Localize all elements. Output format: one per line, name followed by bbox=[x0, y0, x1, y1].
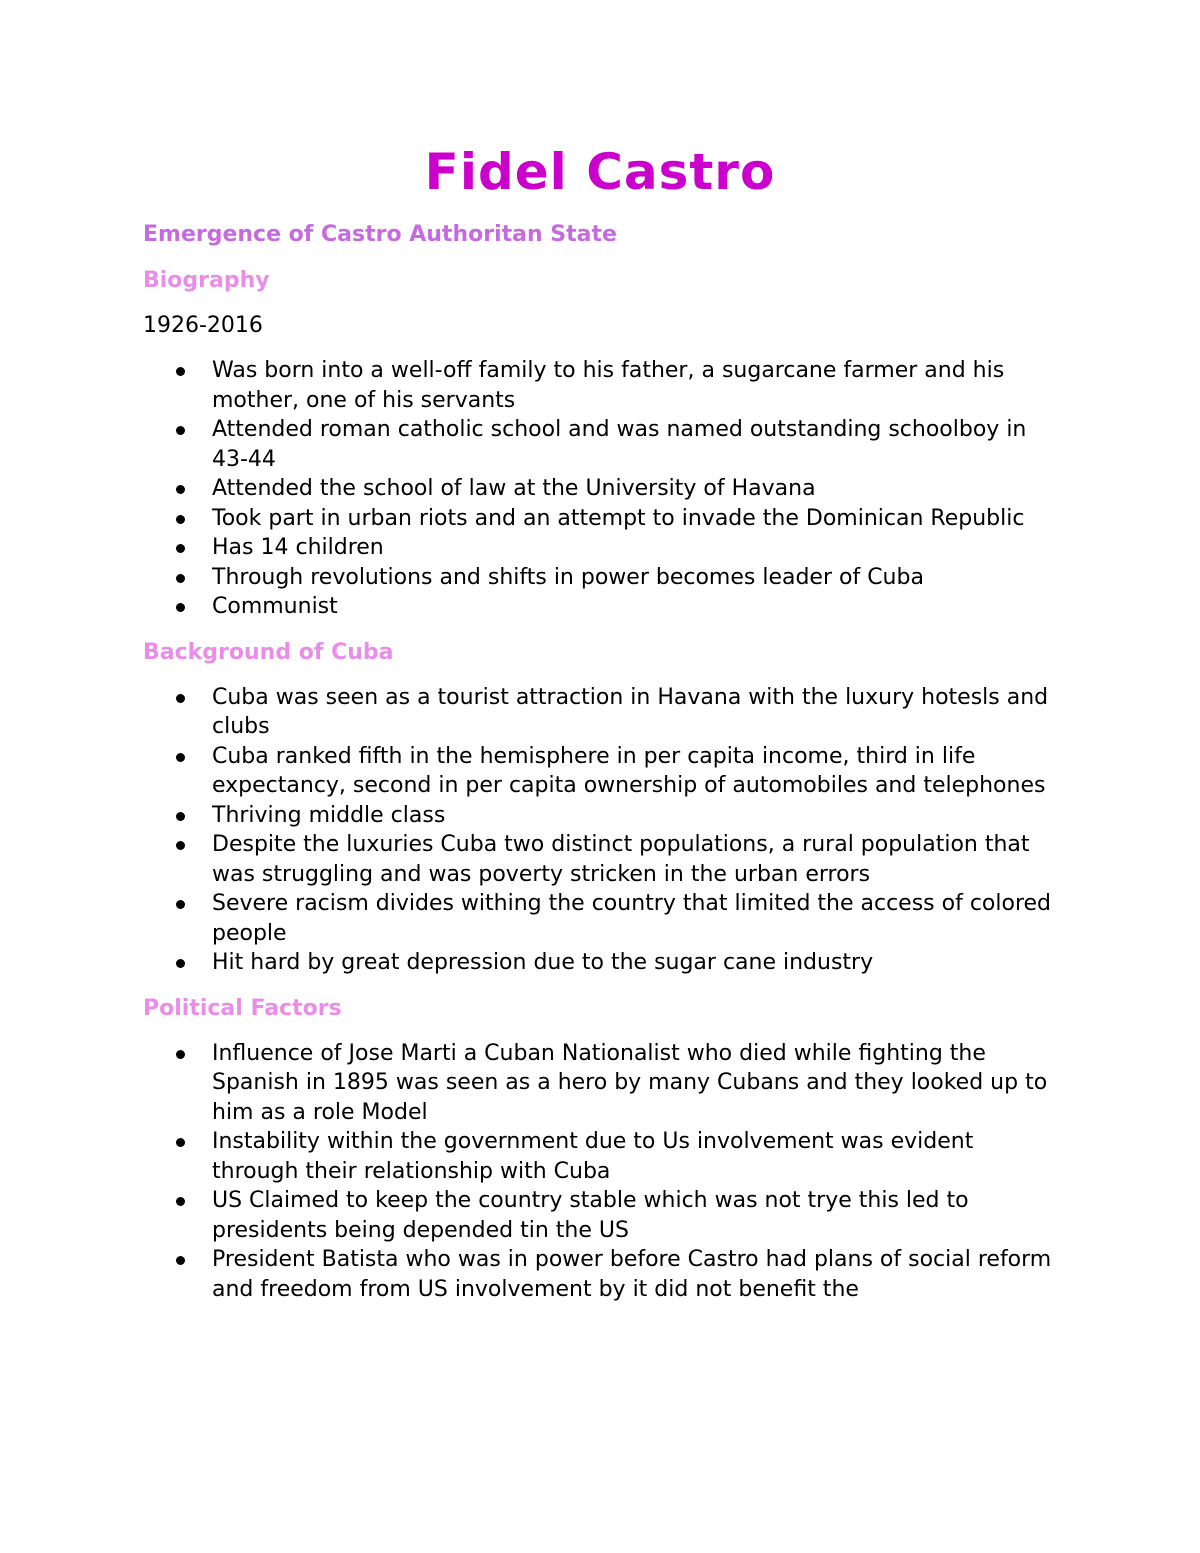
section-heading-political-factors: Political Factors bbox=[143, 995, 342, 1021]
list-item-text: Cuba ranked fifth in the hemisphere in per capita income, third in life expectancy, second in per capita ownership of automobiles and telephones bbox=[212, 743, 1046, 798]
list-item bbox=[143, 415, 1063, 474]
list-item bbox=[143, 504, 1063, 534]
political-factors-list bbox=[143, 1039, 1063, 1305]
document-title: Fidel Castro bbox=[424, 143, 776, 201]
background-list bbox=[143, 683, 1063, 978]
list-item-text: Attended the school of law at the University of Havana bbox=[212, 476, 816, 501]
bullet-icon bbox=[176, 900, 185, 909]
subtitle-heading: Emergence of Castro Authoritan State bbox=[143, 222, 617, 247]
bullet-icon bbox=[176, 1197, 185, 1206]
list-item-text: Has 14 children bbox=[212, 535, 384, 560]
list-item-text: US Claimed to keep the country stable which was not trye this led to presidents being depended tin the US bbox=[212, 1188, 969, 1243]
list-item bbox=[143, 533, 1063, 563]
list-item bbox=[143, 1186, 1063, 1245]
list-item-text: Took part in urban riots and an attempt to invade the Dominican Republic bbox=[212, 505, 1025, 531]
list-item bbox=[143, 474, 1063, 504]
list-item bbox=[143, 683, 1063, 742]
bullet-icon bbox=[176, 959, 185, 968]
list-item-text: Instability within the government due to Us involvement was evident through their relationship with Cuba bbox=[212, 1129, 974, 1184]
list-item-text: Through revolutions and shifts in power becomes leader of Cuba bbox=[212, 564, 924, 590]
bullet-icon bbox=[176, 603, 185, 612]
bullet-icon bbox=[176, 515, 185, 524]
list-item bbox=[143, 356, 1063, 415]
bullet-icon bbox=[176, 694, 185, 703]
bullet-icon bbox=[176, 544, 185, 553]
list-item bbox=[143, 592, 1063, 622]
list-item bbox=[143, 948, 1063, 978]
document-body bbox=[143, 220, 1063, 1304]
list-item bbox=[143, 563, 1063, 593]
biography-list bbox=[143, 356, 1063, 622]
list-item-text: Was born into a well-off family to his father, a sugarcane farmer and his mother, one of his servants bbox=[212, 358, 1005, 413]
list-item-text: Influence of Jose Marti a Cuban Nationalist who died while fighting the Spanish in 1895 was seen as a hero by many Cubans and they looked up to him as a role Model bbox=[212, 1040, 1048, 1125]
list-item bbox=[143, 1127, 1063, 1186]
list-item-text: Communist bbox=[212, 594, 338, 619]
list-item-text: Severe racism divides withing the country that limited the access of colored people bbox=[212, 891, 1052, 946]
section-heading-background-of-cuba: Background of Cuba bbox=[143, 639, 394, 665]
bullet-icon bbox=[176, 367, 185, 376]
list-item bbox=[143, 742, 1063, 801]
biography-dates: 1926-2016 bbox=[143, 313, 263, 338]
bullet-icon bbox=[176, 426, 185, 435]
section-heading-biography: Biography bbox=[143, 268, 270, 293]
list-item-text: Cuba was seen as a tourist attraction in Havana with the luxury hotesls and clubs bbox=[212, 684, 1049, 739]
list-item bbox=[143, 830, 1063, 889]
bullet-icon bbox=[176, 485, 185, 494]
list-item bbox=[143, 1245, 1063, 1304]
list-item-text: Despite the luxuries Cuba two distinct populations, a rural population that was struggling and was poverty stricken in the urban errors bbox=[212, 832, 1030, 887]
list-item bbox=[143, 889, 1063, 948]
bullet-icon bbox=[176, 1050, 185, 1059]
bullet-icon bbox=[176, 1256, 185, 1265]
bullet-icon bbox=[176, 574, 185, 583]
list-item-text: Thriving middle class bbox=[212, 802, 446, 828]
list-item-text: Hit hard by great depression due to the sugar cane industry bbox=[212, 950, 874, 975]
list-item-text: Attended roman catholic school and was named outstanding schoolboy in 43-44 bbox=[212, 417, 1027, 472]
bullet-icon bbox=[176, 841, 185, 850]
bullet-icon bbox=[176, 753, 185, 762]
list-item bbox=[143, 1039, 1063, 1128]
bullet-icon bbox=[176, 1138, 185, 1147]
list-item-text: President Batista who was in power before Castro had plans of social reform and freedom from US involvement by it did not benefit the bbox=[212, 1247, 1052, 1302]
bullet-icon bbox=[176, 812, 185, 821]
list-item bbox=[143, 801, 1063, 831]
